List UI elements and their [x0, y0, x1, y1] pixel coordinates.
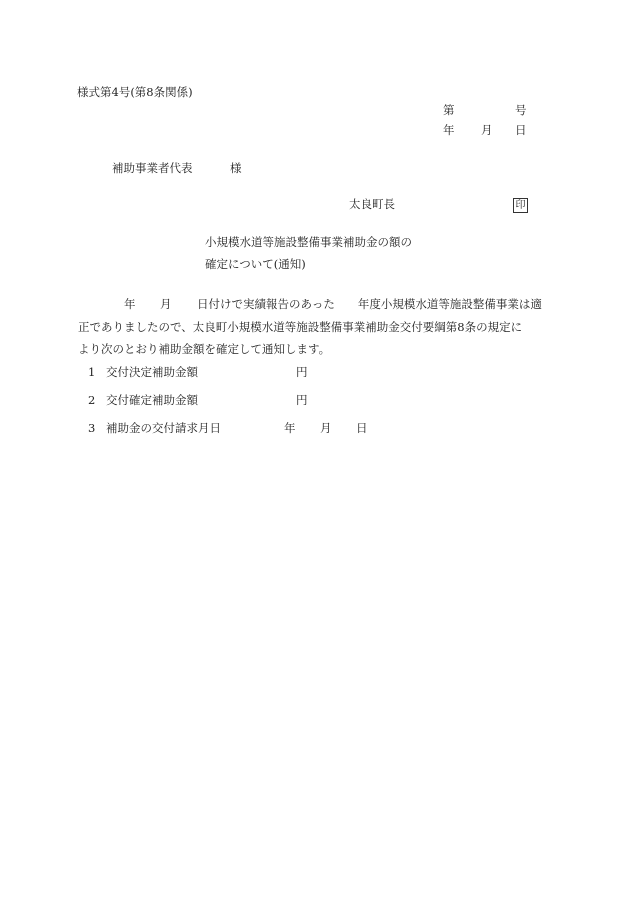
- addressee-title: 補助事業者代表: [112, 161, 193, 175]
- body-year: 年: [124, 297, 136, 311]
- body-line-3: より次のとおり補助金額を確定して通知します。: [78, 342, 331, 356]
- item-1-value: 円: [296, 365, 308, 379]
- body-line-2: 正でありましたので、太良町小規模水道等施設整備事業補助金交付要綱第8条の規定に: [78, 319, 523, 334]
- item-2-number: 2: [88, 393, 96, 407]
- sender-name: 太良町長: [349, 197, 395, 211]
- body-paragraph: [78, 293, 558, 361]
- addressee-honorific: 様: [230, 161, 242, 175]
- date-day: 日: [515, 123, 527, 137]
- item-3-number: 3: [88, 421, 96, 435]
- item-3-month: 月: [320, 421, 332, 435]
- item-1-number: 1: [88, 365, 96, 379]
- seal-mark: 印: [513, 198, 528, 213]
- date-year: 年: [443, 123, 455, 137]
- subject-line-1: 小規模水道等施設整備事業補助金の額の: [205, 235, 412, 249]
- body-line-1: [78, 293, 558, 316]
- item-2-value: 円: [296, 393, 308, 407]
- document-number-prefix: 第: [443, 103, 455, 117]
- item-1-label: 交付決定補助金額: [106, 365, 198, 379]
- item-3-label: 補助金の交付請求月日: [106, 421, 221, 435]
- form-label: 様式第4号(第8条関係): [77, 85, 193, 99]
- item-3-year: 年: [284, 421, 296, 435]
- body-month: 月: [160, 297, 172, 311]
- subject-line-2: 確定について(通知): [205, 257, 306, 271]
- body-line-1-tail: 日付けで実績報告のあった 年度小規模水道等施設整備事業は適: [197, 297, 542, 311]
- item-3-day: 日: [356, 421, 368, 435]
- document-number-suffix: 号: [515, 103, 527, 117]
- item-2-label: 交付確定補助金額: [106, 393, 198, 407]
- date-month: 月: [481, 123, 493, 137]
